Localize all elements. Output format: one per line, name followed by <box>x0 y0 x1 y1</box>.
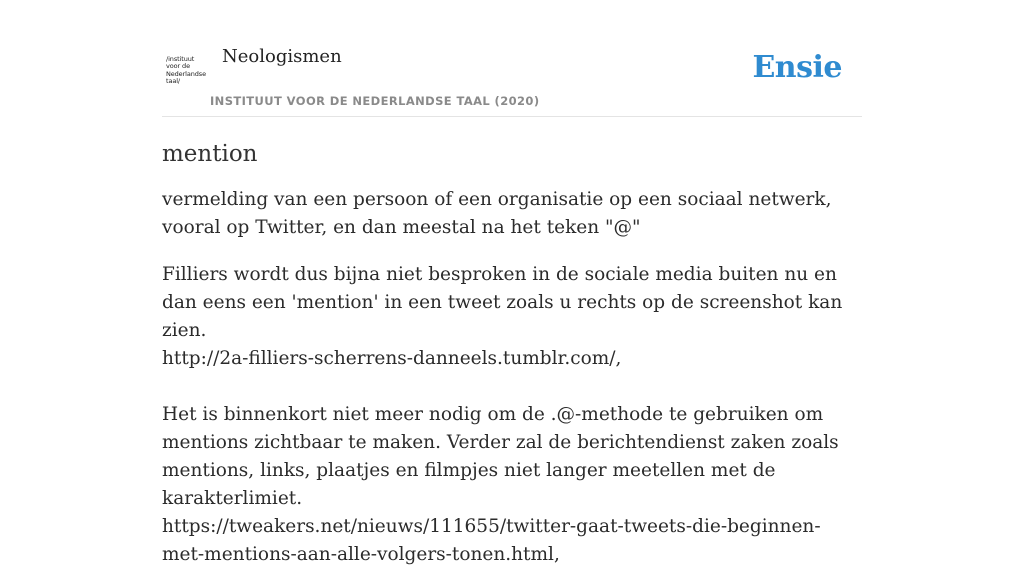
example-quote <box>162 261 862 373</box>
source-title[interactable]: Neologismen <box>222 46 342 67</box>
header <box>162 0 862 117</box>
logo-line: Nederlandse <box>166 69 206 78</box>
institute-logo[interactable] <box>166 56 210 86</box>
logo-line: voor de <box>166 62 190 71</box>
page <box>162 0 862 569</box>
headword: mention <box>162 141 258 167</box>
logo-line: /instituut <box>166 55 195 63</box>
ensie-logo[interactable]: Ensie <box>752 50 842 85</box>
source-subtitle: INSTITUUT VOOR DE NEDERLANDSE TAAL (2020) <box>210 94 540 108</box>
example-source: https://tweakers.net/nieuws/111655/twitter-gaat-tweets-die-beginnen-met-mentions-aan-alle-volgers-tonen.html, <box>162 516 821 565</box>
example-text: Filliers wordt dus bijna niet besproken in de sociale media buiten nu en dan eens een 'mention' in een tweet zoals u rechts op de screenshot kan zien. <box>162 264 843 341</box>
example-quote <box>162 401 862 569</box>
example-text: Het is binnenkort niet meer nodig om de .@-methode te gebruiken om mentions zichtbaar te maken. Verder zal de berichtendienst zaken zoals mentions, links, plaatjes en filmpjes niet langer meetellen met de karakterlimiet. <box>162 404 839 509</box>
logo-line: taal/ <box>166 77 181 86</box>
definition: vermelding van een persoon of een organisatie op een sociaal netwerk, vooral op Twitter, en dan meestal na het teken "@" <box>162 189 832 238</box>
example-source: http://2a-filliers-scherrens-danneels.tumblr.com/, <box>162 348 622 369</box>
